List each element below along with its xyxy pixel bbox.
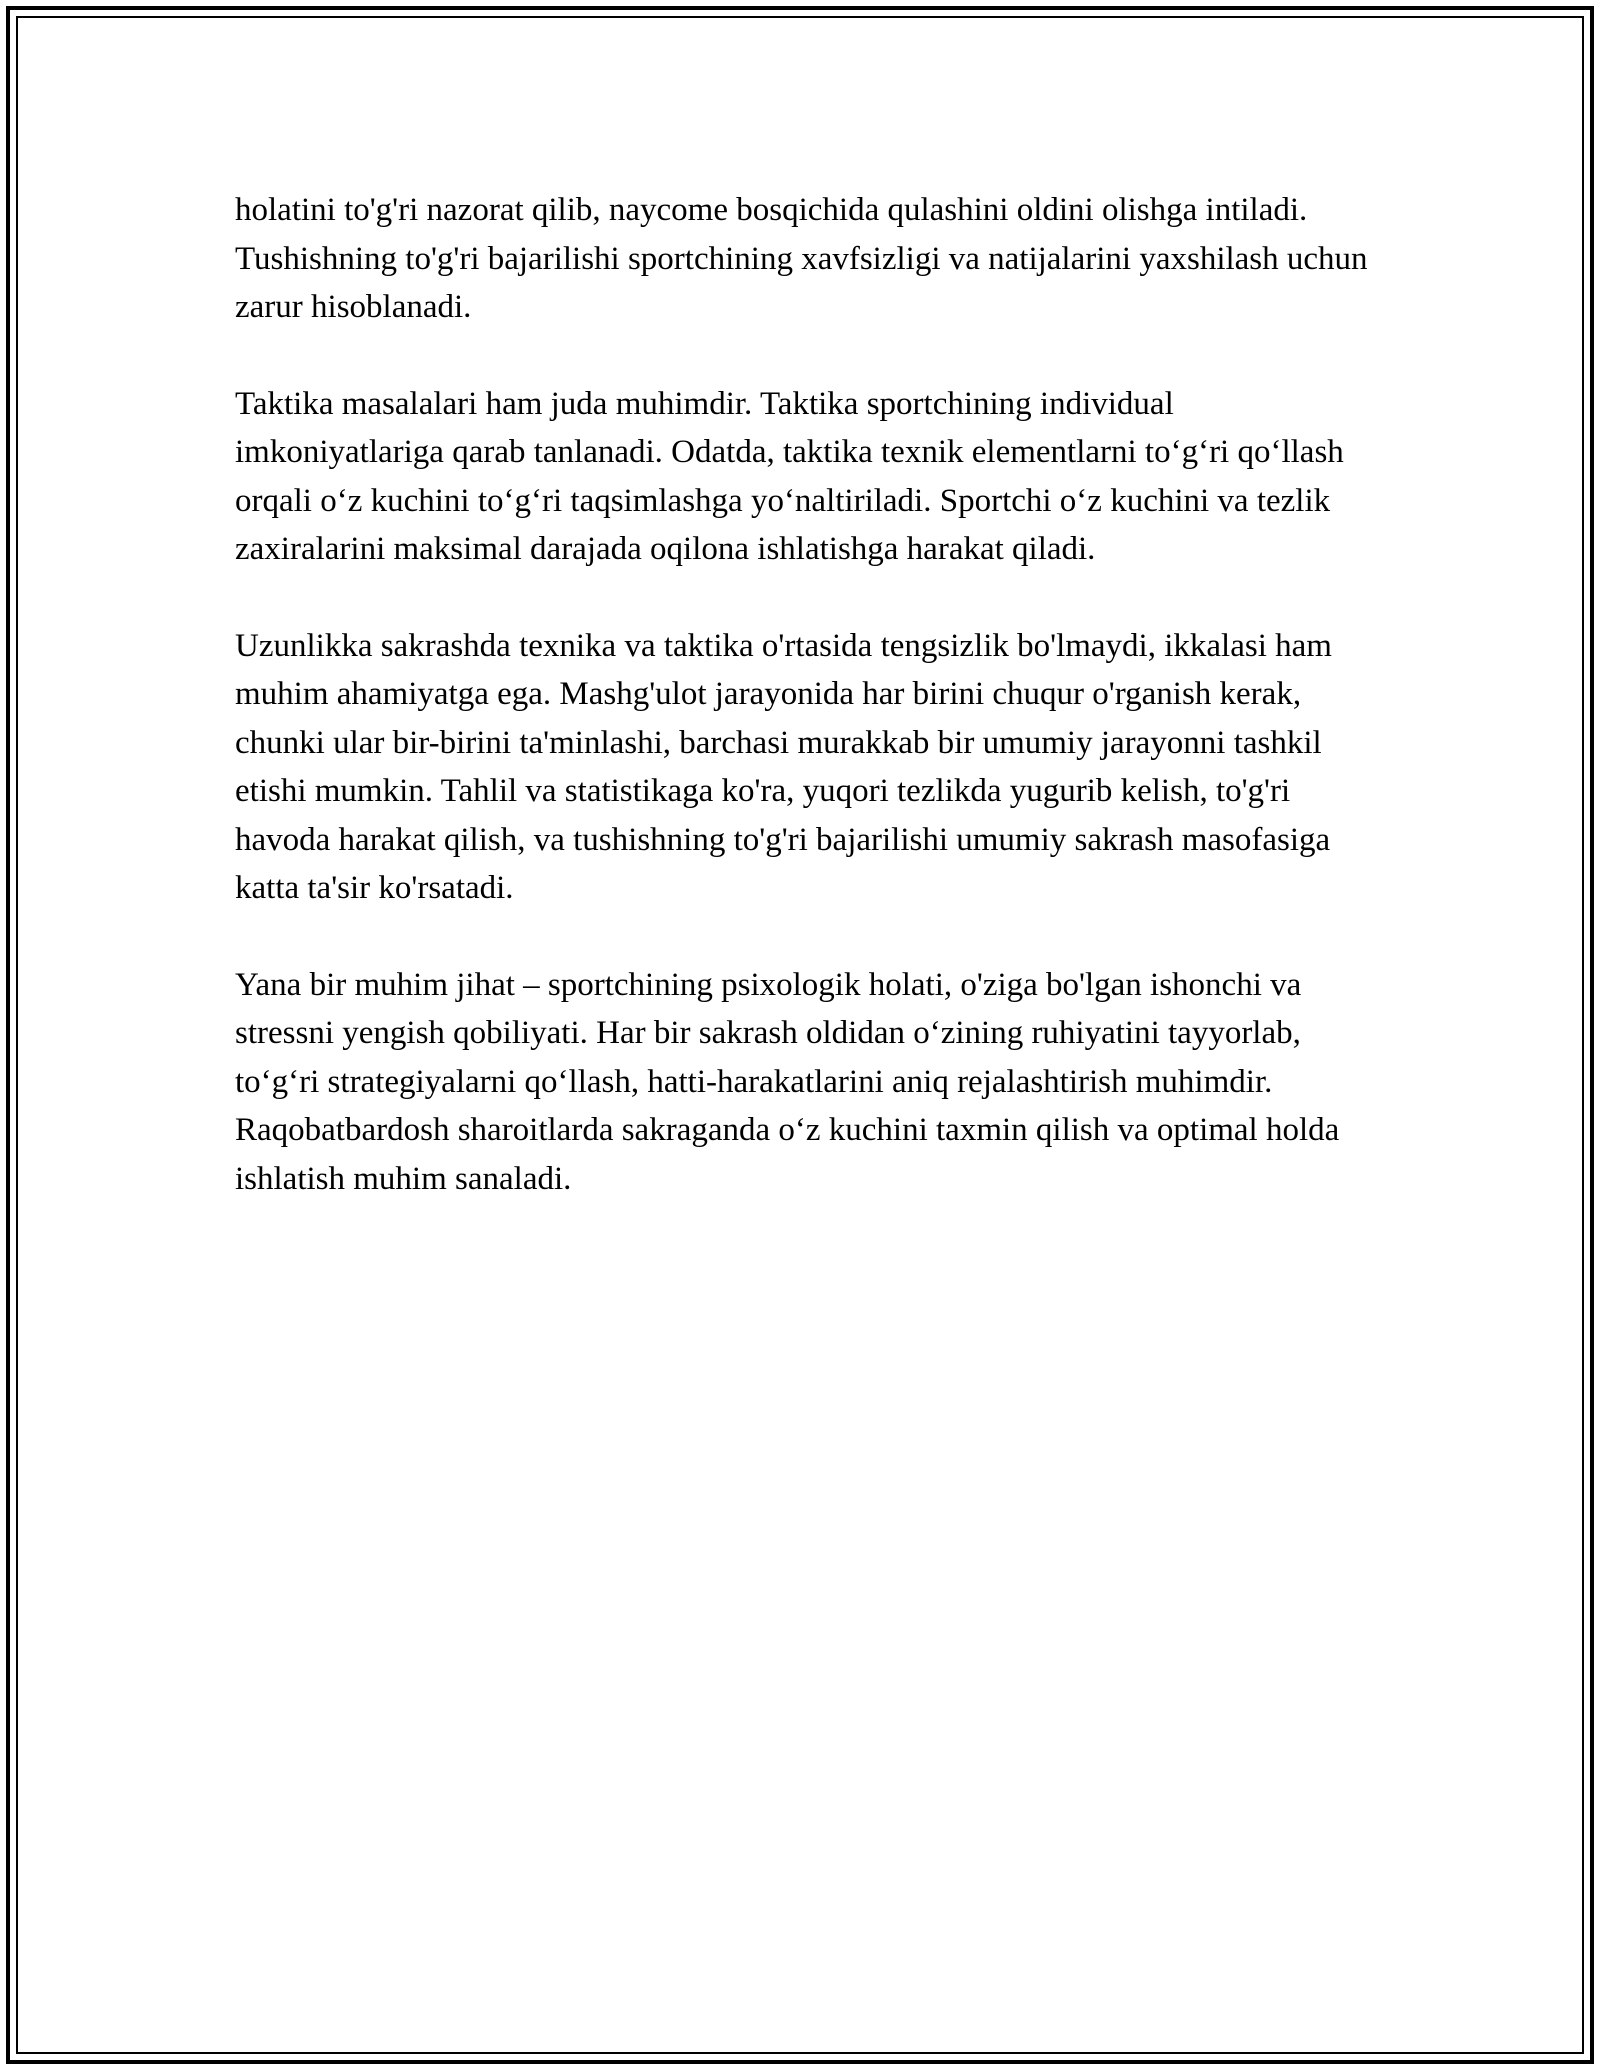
paragraph-1: holatini to'g'ri nazorat qilib, naycome bosqichida qulashini oldini olishga intiladi. Tushishning to'g'ri bajarilishi sportchining xavfsizligi va natijalarini yaxshilash uchun zarur hisoblanadi.: [235, 192, 1368, 325]
paragraph-3: Uzunlikka sakrashda texnika va taktika o'rtasida tengsizlik bo'lmaydi, ikkalasi ham muhim ahamiyatga ega. Mashg'ulot jarayonida har birini chuqur o'rganish kerak, chunki ular bir-birini ta'minlashi, barchasi murakkab bir umumiy jarayonni tashkil etishi mumkin. Tahlil va statistikaga ko'ra, yuqori tezlikda yugurib kelish, to'g'ri havoda harakat qilish, va tushishning to'g'ri bajarilishi umumiy sakrash masofasiga katta ta'sir ko'rsatadi.: [235, 627, 1332, 906]
paragraph-4: Yana bir muhim jihat – sportchining psixologik holati, o'ziga bo'lgan ishonchi va stressni yengish qobiliyati. Har bir sakrash oldidan o‘zining ruhiyatini tayyorlab, to‘g‘ri strategiyalarni qo‘llash, hatti-harakatlarini aniq rejalashtirish muhimdir. Raqobatbardosh sharoitlarda sakraganda o‘z kuchini taxmin qilish va optimal holda ishlatish muhim sanaladi.: [235, 966, 1340, 1197]
document-body: [235, 186, 1375, 1251]
paragraph-2: Taktika masalalari ham juda muhimdir. Taktika sportchining individual imkoniyatlariga qarab tanlanadi. Odatda, taktika texnik elementlarni to‘g‘ri qo‘llash orqali o‘z kuchini to‘g‘ri taqsimlashga yo‘naltiriladi. Sportchi o‘z kuchini va tezlik zaxiralarini maksimal darajada oqilona ishlatishga harakat qiladi.: [235, 385, 1344, 567]
